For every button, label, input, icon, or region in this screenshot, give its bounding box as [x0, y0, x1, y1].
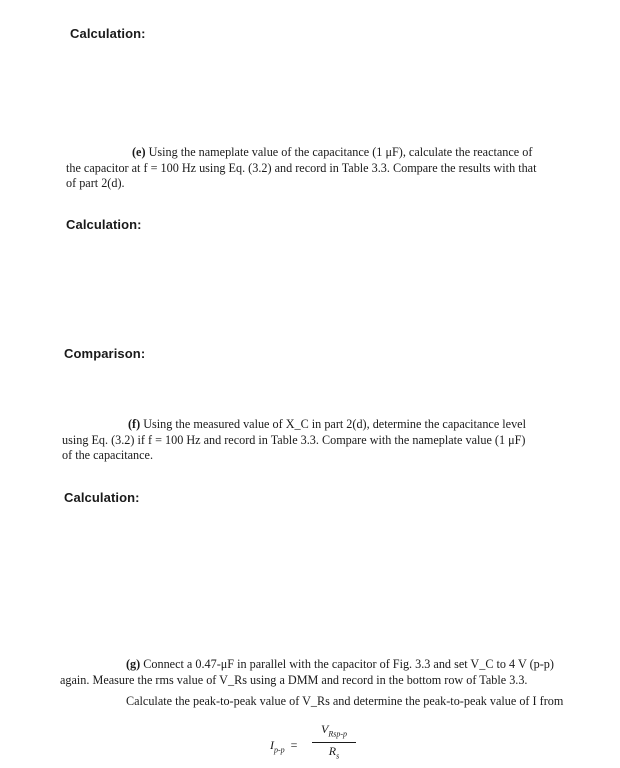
- formula-lhs-symbol: I: [270, 738, 274, 752]
- part-f-line-3: of the capacitance.: [62, 448, 154, 462]
- formula-equals: =: [290, 738, 298, 752]
- formula-numerator-subscript: Rsp-p: [328, 729, 347, 739]
- formula-denominator: $R_s$: [328, 744, 340, 761]
- calculation-heading-1: Calculation:: [70, 26, 146, 41]
- part-f-label: (f): [128, 417, 141, 431]
- part-g-line-2: again. Measure the rms value of V_Rs using a DMM and record in the bottom row of Table 3.3.: [60, 672, 528, 687]
- part-f-line-1: Using the measured value of X_C in part 2(d), determine the capacitance level: [143, 417, 526, 431]
- formula-denominator-subscript: s: [336, 751, 340, 761]
- part-f-line-2: using Eq. (3.2) if f = 100 Hz and record in Table 3.3. Compare with the nameplate value (1 μF): [62, 432, 526, 447]
- calculation-heading-2: Calculation:: [66, 217, 142, 232]
- part-e-paragraph: [66, 145, 578, 192]
- comparison-heading: Comparison:: [64, 346, 146, 361]
- part-e-line-3: of part 2(d).: [66, 176, 125, 190]
- calculation-heading-3: Calculation:: [64, 490, 140, 505]
- part-g-line-3: Calculate the peak-to-peak value of V_Rs and determine the peak-to-peak value of I from: [126, 694, 564, 708]
- formula-lhs-subscript: p-p: [274, 745, 285, 755]
- part-e-line-2: the capacitor at f = 100 Hz using Eq. (3.2) and record in Table 3.3. Compare the results with that: [66, 160, 537, 175]
- part-g-paragraph: [60, 657, 584, 710]
- part-f-paragraph: [62, 417, 576, 464]
- part-g-line-1: Connect a 0.47-μF in parallel with the capacitor of Fig. 3.3 and set V_C to 4 V (p-p): [143, 657, 554, 671]
- formula-fraction: [312, 722, 356, 764]
- fraction-bar: [312, 742, 356, 743]
- part-e-label: (e): [132, 145, 146, 159]
- part-g-label: (g): [126, 657, 141, 671]
- formula-lhs: [270, 738, 297, 754]
- formula-numerator: $V_{Rsp-p}$: [320, 722, 347, 739]
- part-e-line-1: Using the nameplate value of the capacitance (1 μF), calculate the reactance of: [148, 145, 533, 159]
